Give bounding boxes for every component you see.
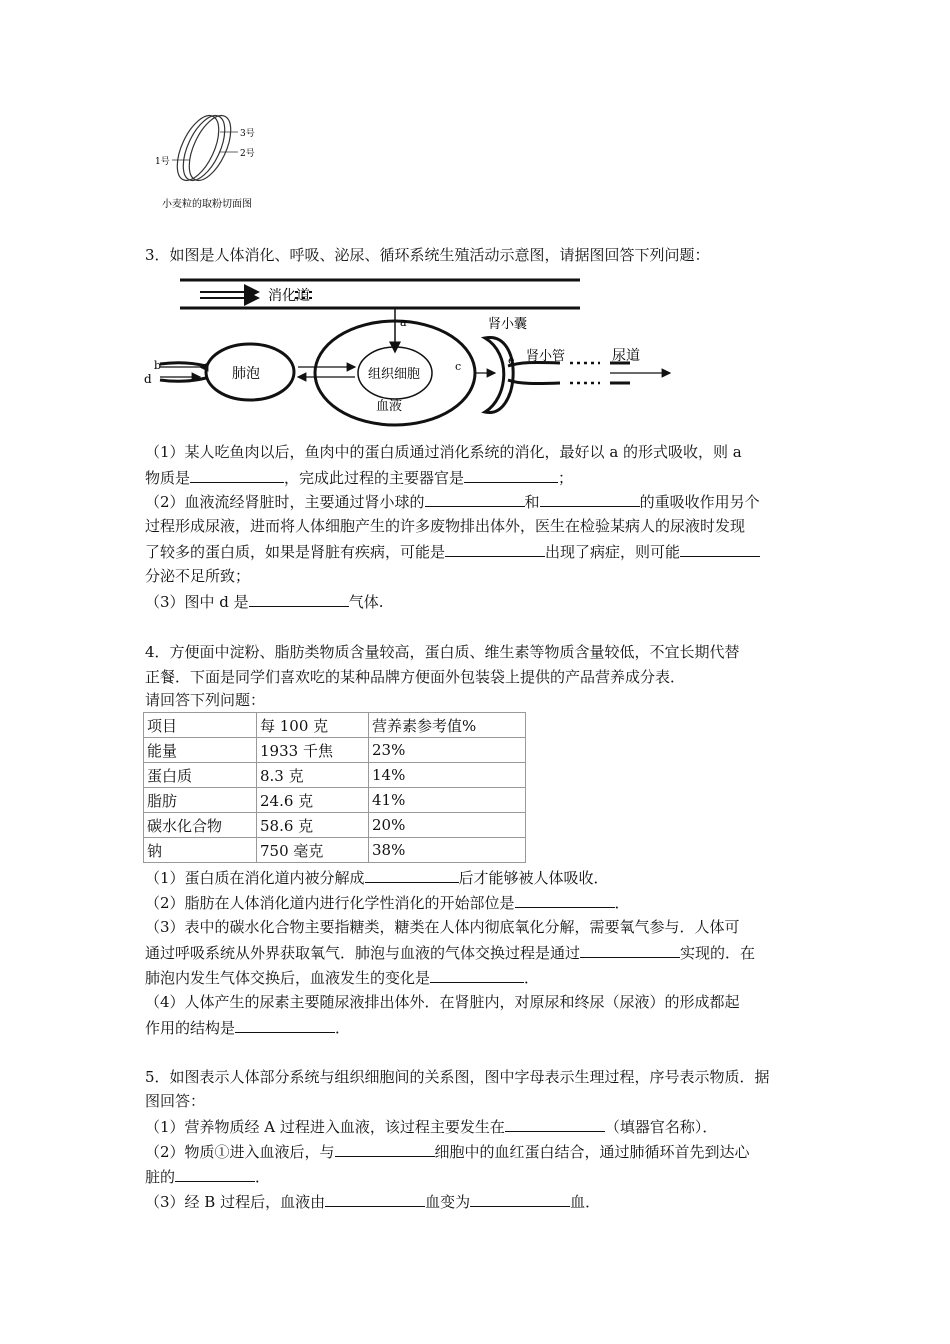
table-row	[144, 788, 526, 813]
table-cell: 蛋白质	[144, 763, 257, 788]
label-2: 2号	[240, 149, 255, 159]
label-d: d	[144, 372, 152, 386]
wheat-grain-figure	[150, 110, 270, 215]
q3-p2d: 分泌不足所致；	[145, 567, 251, 585]
nutrition-table	[143, 712, 526, 863]
table-cell: 碳水化合物	[144, 813, 257, 838]
table-cell: 20%	[369, 813, 526, 838]
label-blood: 血液	[376, 399, 403, 414]
q5-p1: （1）营养物质经 A 过程进入血液，该过程主要发生在 （填器官名称）．	[145, 1115, 810, 1138]
figure-caption: 小麦粒的取粉切面图	[162, 199, 252, 210]
table-cell: 脂肪	[144, 788, 257, 813]
q5-p2b: 脏的 ．	[145, 1165, 810, 1188]
table-header-row	[144, 713, 526, 738]
q4-p4b: 作用的结构是 ．	[145, 1016, 810, 1039]
answer-blank[interactable]	[190, 466, 284, 483]
answer-blank[interactable]	[430, 966, 524, 983]
table-cell: 24.6 克	[257, 788, 369, 813]
answer-blank[interactable]	[235, 1016, 335, 1033]
q3-p2a: （2）血液流经肾脏时，主要通过肾小球的 和 的重吸收作用另个	[145, 490, 810, 513]
answer-blank[interactable]	[580, 941, 680, 958]
answer-blank[interactable]	[249, 590, 349, 607]
q5-p3: （3）经 B 过程后，血液由 血变为 血．	[145, 1190, 810, 1213]
table-cell: 钠	[144, 838, 257, 863]
table-cell: 750 毫克	[257, 838, 369, 863]
label-c: c	[455, 360, 462, 373]
table-header-cell: 营养素参考值%	[369, 713, 526, 738]
q5-stem1: 5．如图表示人体部分系统与组织细胞间的关系图，图中字母表示生理过程，序号表示物质．据	[145, 1068, 770, 1086]
answer-blank[interactable]	[325, 1190, 425, 1207]
label-3: 3号	[240, 129, 255, 139]
label-tissue-cells: 组织细胞	[368, 367, 421, 382]
q3-p2b: 过程形成尿液，进而将人体细胞产生的许多废物排出体外，医生在检验某病人的尿液时发现	[145, 517, 746, 535]
answer-blank[interactable]	[425, 490, 525, 507]
answer-blank[interactable]	[515, 891, 615, 908]
q4-stem1: 4．方便面中淀粉、脂肪类物质含量较高，蛋白质、维生素等物质含量较低，不宜长期代替	[145, 643, 740, 661]
table-row	[144, 738, 526, 763]
label-b: b	[154, 359, 162, 372]
q4-p3c: 肺泡内发生气体交换后，血液发生的变化是 ．	[145, 966, 810, 989]
answer-blank[interactable]	[464, 466, 558, 483]
table-cell: 58.6 克	[257, 813, 369, 838]
answer-blank[interactable]	[470, 1190, 570, 1207]
q3-stem: 3．如图是人体消化、呼吸、泌尿、循环系统生殖活动示意图，请据图回答下列问题：	[145, 246, 710, 264]
table-row	[144, 838, 526, 863]
q3-p1a: （1）某人吃鱼肉以后，鱼肉中的蛋白质通过消化系统的消化，最好以 a 的形式吸收，则 a	[145, 443, 742, 461]
table-row	[144, 813, 526, 838]
table-cell: 14%	[369, 763, 526, 788]
table-header-cell: 每 100 克	[257, 713, 369, 738]
answer-blank[interactable]	[680, 540, 760, 557]
label-e: e	[508, 354, 515, 367]
label-digestive-tract: 消化道	[268, 288, 310, 304]
q5-stem2: 图回答：	[145, 1092, 206, 1110]
answer-blank[interactable]	[335, 1140, 435, 1157]
answer-blank[interactable]	[445, 540, 545, 557]
q3-p2c: 了较多的蛋白质，如果是肾脏有疾病，可能是 出现了病症，则可能	[145, 540, 810, 563]
answer-blank[interactable]	[175, 1165, 255, 1182]
label-a: a	[400, 316, 407, 329]
answer-blank[interactable]	[540, 490, 640, 507]
q4-stem3: 请回答下列问题：	[145, 691, 266, 709]
label-urethra: 尿道	[612, 348, 640, 364]
table-cell: 41%	[369, 788, 526, 813]
label-1: 1号	[155, 157, 170, 167]
table-cell: 1933 千焦	[257, 738, 369, 763]
q4-p1: （1）蛋白质在消化道内被分解成 后才能够被人体吸收．	[145, 866, 810, 889]
q3-p1b: 物质是 ，完成此过程的主要器官是 ；	[145, 466, 810, 489]
table-cell: 能量	[144, 738, 257, 763]
label-alveoli: 肺泡	[232, 366, 260, 382]
q4-p3b: 通过呼吸系统从外界获取氧气．肺泡与血液的气体交换过程是通过 实现的．在	[145, 941, 810, 964]
table-header-cell: 项目	[144, 713, 257, 738]
q4-p3a: （3）表中的碳水化合物主要指糖类，糖类在人体内彻底氧化分解，需要氧气参与．人体可	[145, 918, 740, 936]
label-renal-capsule: 肾小囊	[488, 317, 528, 332]
table-row	[144, 763, 526, 788]
q4-stem2: 正餐．下面是同学们喜欢吃的某种品牌方便面外包装袋上提供的产品营养成分表．	[145, 668, 686, 686]
label-renal-tubule: 肾小管	[526, 349, 566, 364]
table-cell: 23%	[369, 738, 526, 763]
q4-p4a: （4）人体产生的尿素主要随尿液排出体外．在肾脏内，对原尿和终尿（尿液）的形成都起	[145, 993, 740, 1011]
q4-p2: （2）脂肪在人体消化道内进行化学性消化的开始部位是 ．	[145, 891, 810, 914]
table-cell: 8.3 克	[257, 763, 369, 788]
answer-blank[interactable]	[505, 1115, 605, 1132]
body-systems-diagram	[140, 270, 680, 430]
q5-p2: （2）物质①进入血液后，与 细胞中的血红蛋白结合，通过肺循环首先到达心	[145, 1140, 810, 1163]
q3-p3: （3）图中 d 是 气体.	[145, 590, 810, 613]
answer-blank[interactable]	[365, 866, 459, 883]
table-cell: 38%	[369, 838, 526, 863]
